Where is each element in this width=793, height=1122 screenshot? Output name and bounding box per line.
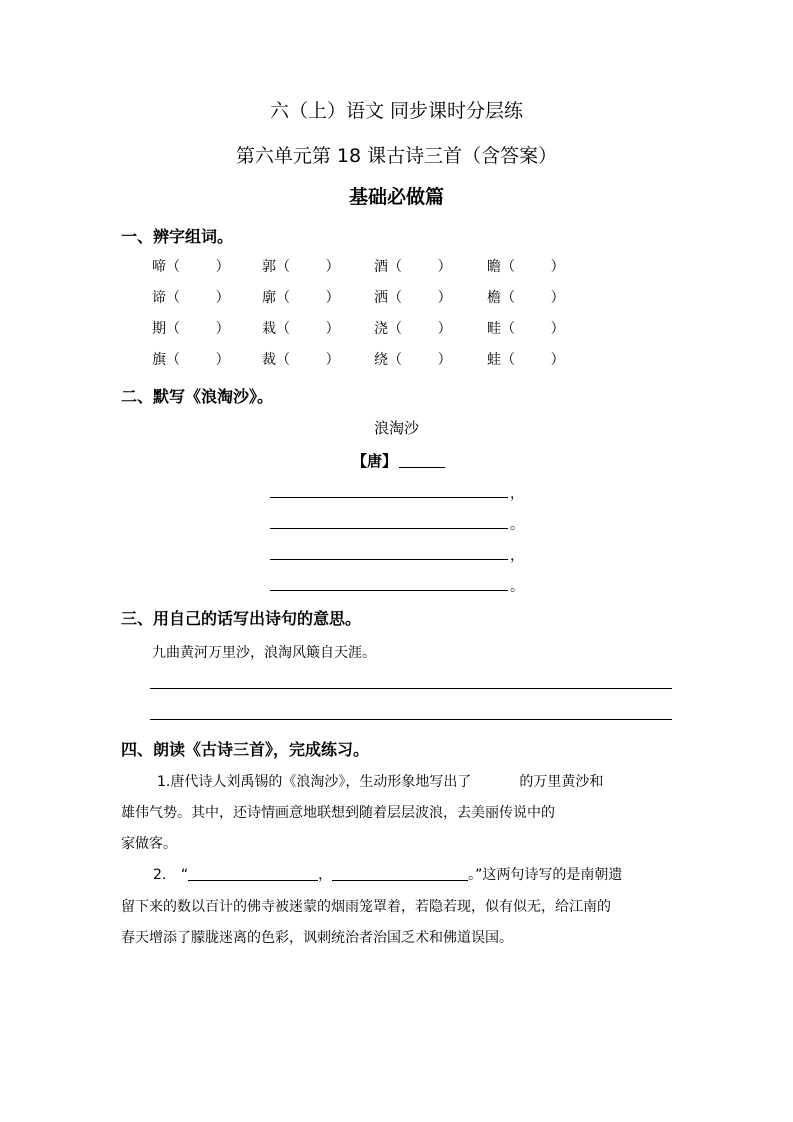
poem-line-blank[interactable]: [270, 574, 508, 591]
level-heading: 基础必做篇: [348, 186, 444, 208]
q2-blank-2[interactable]: [332, 865, 468, 881]
char-item[interactable]: 裁（ ）: [262, 352, 340, 368]
char-item[interactable]: 啼（ ）: [152, 259, 230, 275]
q2-number: 2.: [153, 867, 167, 883]
q2-text-a: 。”这两句诗写的是南朝遗: [468, 867, 623, 883]
char-row: [152, 287, 592, 318]
char-item[interactable]: 旗（ ）: [152, 352, 230, 368]
char-item[interactable]: 廓（ ）: [262, 290, 340, 306]
poem-line-punct: ，: [510, 486, 524, 502]
char-item[interactable]: 蛙（ ）: [487, 352, 565, 368]
verse-text: 九曲黄河万里沙，浪淘风簸自天涯。: [152, 645, 376, 661]
char-item[interactable]: 郭（ ）: [262, 259, 340, 275]
char-item[interactable]: 绕（ ）: [374, 352, 452, 368]
char-item[interactable]: 畦（ ）: [487, 321, 565, 337]
q1-text-b: 的万里黄沙和: [519, 774, 604, 790]
section-4-heading: 四、朗读《古诗三首》，完成练习。: [121, 740, 370, 759]
char-item[interactable]: 酒（ ）: [374, 259, 452, 275]
poem-line-punct: 。: [510, 579, 524, 595]
char-item[interactable]: 栽（ ）: [262, 321, 340, 337]
lesson-subtitle: 第六单元第 18 课古诗三首（含答案）: [235, 145, 558, 167]
q2-text-c: 春天增添了朦胧迷离的色彩，讽刺统治者治国乏术和佛道误国。: [121, 930, 513, 946]
answer-line[interactable]: [150, 688, 672, 689]
char-item[interactable]: 谛（ ）: [152, 290, 230, 306]
q1-text-a: 1.唐代诗人刘禹锡的《浪淘沙》，生动形象地写出了: [157, 774, 472, 790]
char-item[interactable]: 浇（ ）: [374, 321, 452, 337]
char-item[interactable]: 期（ ）: [152, 321, 230, 337]
char-item[interactable]: 瞻（ ）: [487, 259, 565, 275]
author-blank[interactable]: [399, 452, 445, 468]
q2-line-1: [153, 864, 622, 884]
poem-line-blank[interactable]: [270, 543, 508, 560]
poem-line-punct: 。: [510, 517, 524, 533]
q2-comma: ，: [318, 867, 333, 883]
poem-line-punct: ，: [510, 548, 524, 564]
char-item[interactable]: 洒（ ）: [374, 290, 452, 306]
dynasty-label: 【唐】: [352, 452, 398, 470]
section-2-heading: 二、默写《浪淘沙》。: [121, 387, 274, 406]
q1-line-2: [121, 802, 555, 822]
q2-line-3: [121, 927, 513, 947]
poem-line-blank[interactable]: [270, 481, 508, 498]
section-3-heading: 三、用自己的话写出诗句的意思。: [121, 609, 362, 628]
q1-text-d: 家做客。: [121, 836, 177, 852]
answer-line[interactable]: [150, 719, 672, 720]
section-1-heading: 一、辨字组词。: [121, 227, 234, 246]
char-row: [152, 349, 592, 380]
q1-line-3: [121, 833, 177, 853]
q2-line-2: [121, 896, 611, 916]
q2-open-quote: “: [180, 867, 189, 883]
poem-author: [352, 450, 445, 471]
q1-line-1: [157, 771, 603, 791]
q1-text-c: 雄伟气势。其中，还诗情画意地联想到随着层层波浪，去美丽传说中的: [121, 805, 555, 821]
char-item[interactable]: 檐（ ）: [487, 290, 565, 306]
worksheet-title: 六（上）语文 同步课时分层练: [269, 100, 524, 122]
poem-line-blank[interactable]: [270, 512, 508, 529]
char-row: [152, 318, 592, 349]
q2-text-b: 留下来的数以百计的佛寺被迷蒙的烟雨笼罩着，若隐若现，似有似无，给江南的: [121, 899, 611, 915]
char-grid: [152, 256, 592, 380]
q2-blank-1[interactable]: [188, 865, 318, 881]
poem-title: 浪淘沙: [373, 419, 419, 437]
char-row: [152, 256, 592, 287]
